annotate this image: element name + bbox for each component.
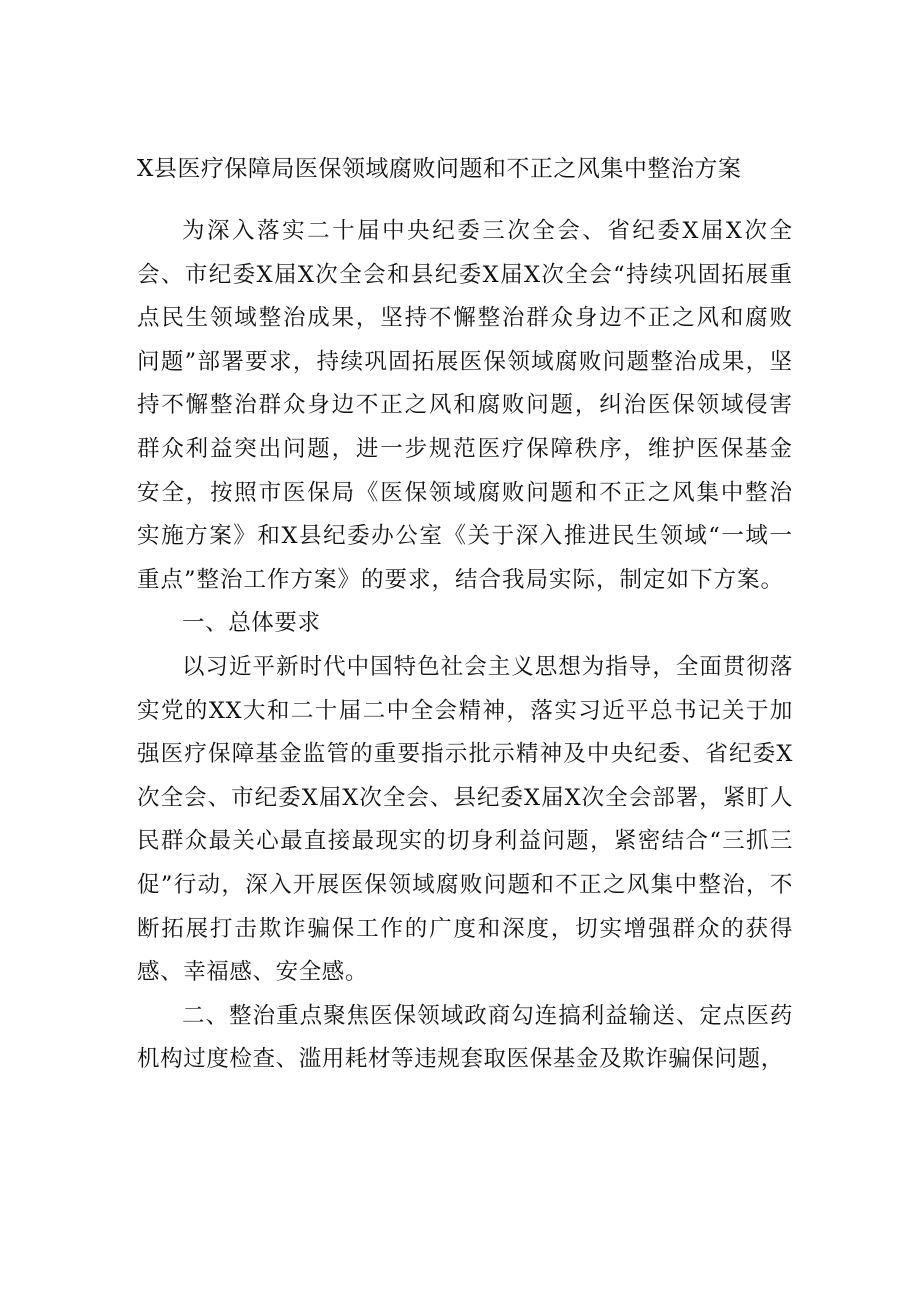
general-requirements-paragraph: 以习近平新时代中国特色社会主义思想为指导，全面贯彻落实党的XX大和二十届二中全会精神，落实习近平总书记关于加强医疗保障基金监管的重要指示批示精神及中央纪委、省纪委X次全会、市纪委X届X次全会、县纪委X届X次全会部署，紧盯人民群众最关心最直接最现实的切身利益问题，紧密结合“三抓三促”行动，深入开展医保领域腐败问题和不正之风集中整治，不断拓展打击欺诈骗保工作的广度和深度，切实增强群众的获得感、幸福感、安全感。 xyxy=(137,653,793,986)
intro-paragraph: 为深入落实二十届中央纪委三次全会、省纪委X届X次全会、市纪委X届X次全会和县纪委X届X次全会“持续巩固拓展重点民生领域整治成果，坚持不懈整治群众身边不正之风和腐败问题”部署要求，持续巩固拓展医保领域腐败问题整治成果，坚持不懈整治群众身边不正之风和腐败问题，纠治医保领域侵害群众利益突出问题，进一步规范医疗保障秩序，维护医保基金安全，按照市医保局《医保领域腐败问题和不正之风集中整治实施方案》和X县纪委办公室《关于深入推进民生领域“一域一重点”整治工作方案》的要求，结合我局实际，制定如下方案。 xyxy=(137,218,793,593)
document-body xyxy=(137,210,793,1082)
section-heading-general-requirements: 一、总体要求 xyxy=(182,610,321,637)
rectification-focus-paragraph: 二、整治重点聚焦医保领域政商勾连搞利益输送、定点医药机构过度检查、滥用耗材等违规套取医保基金及欺诈骗保问题， xyxy=(137,1002,793,1073)
document-title: X县医疗保障局医保领域腐败问题和不正之风集中整治方案 xyxy=(137,156,742,182)
